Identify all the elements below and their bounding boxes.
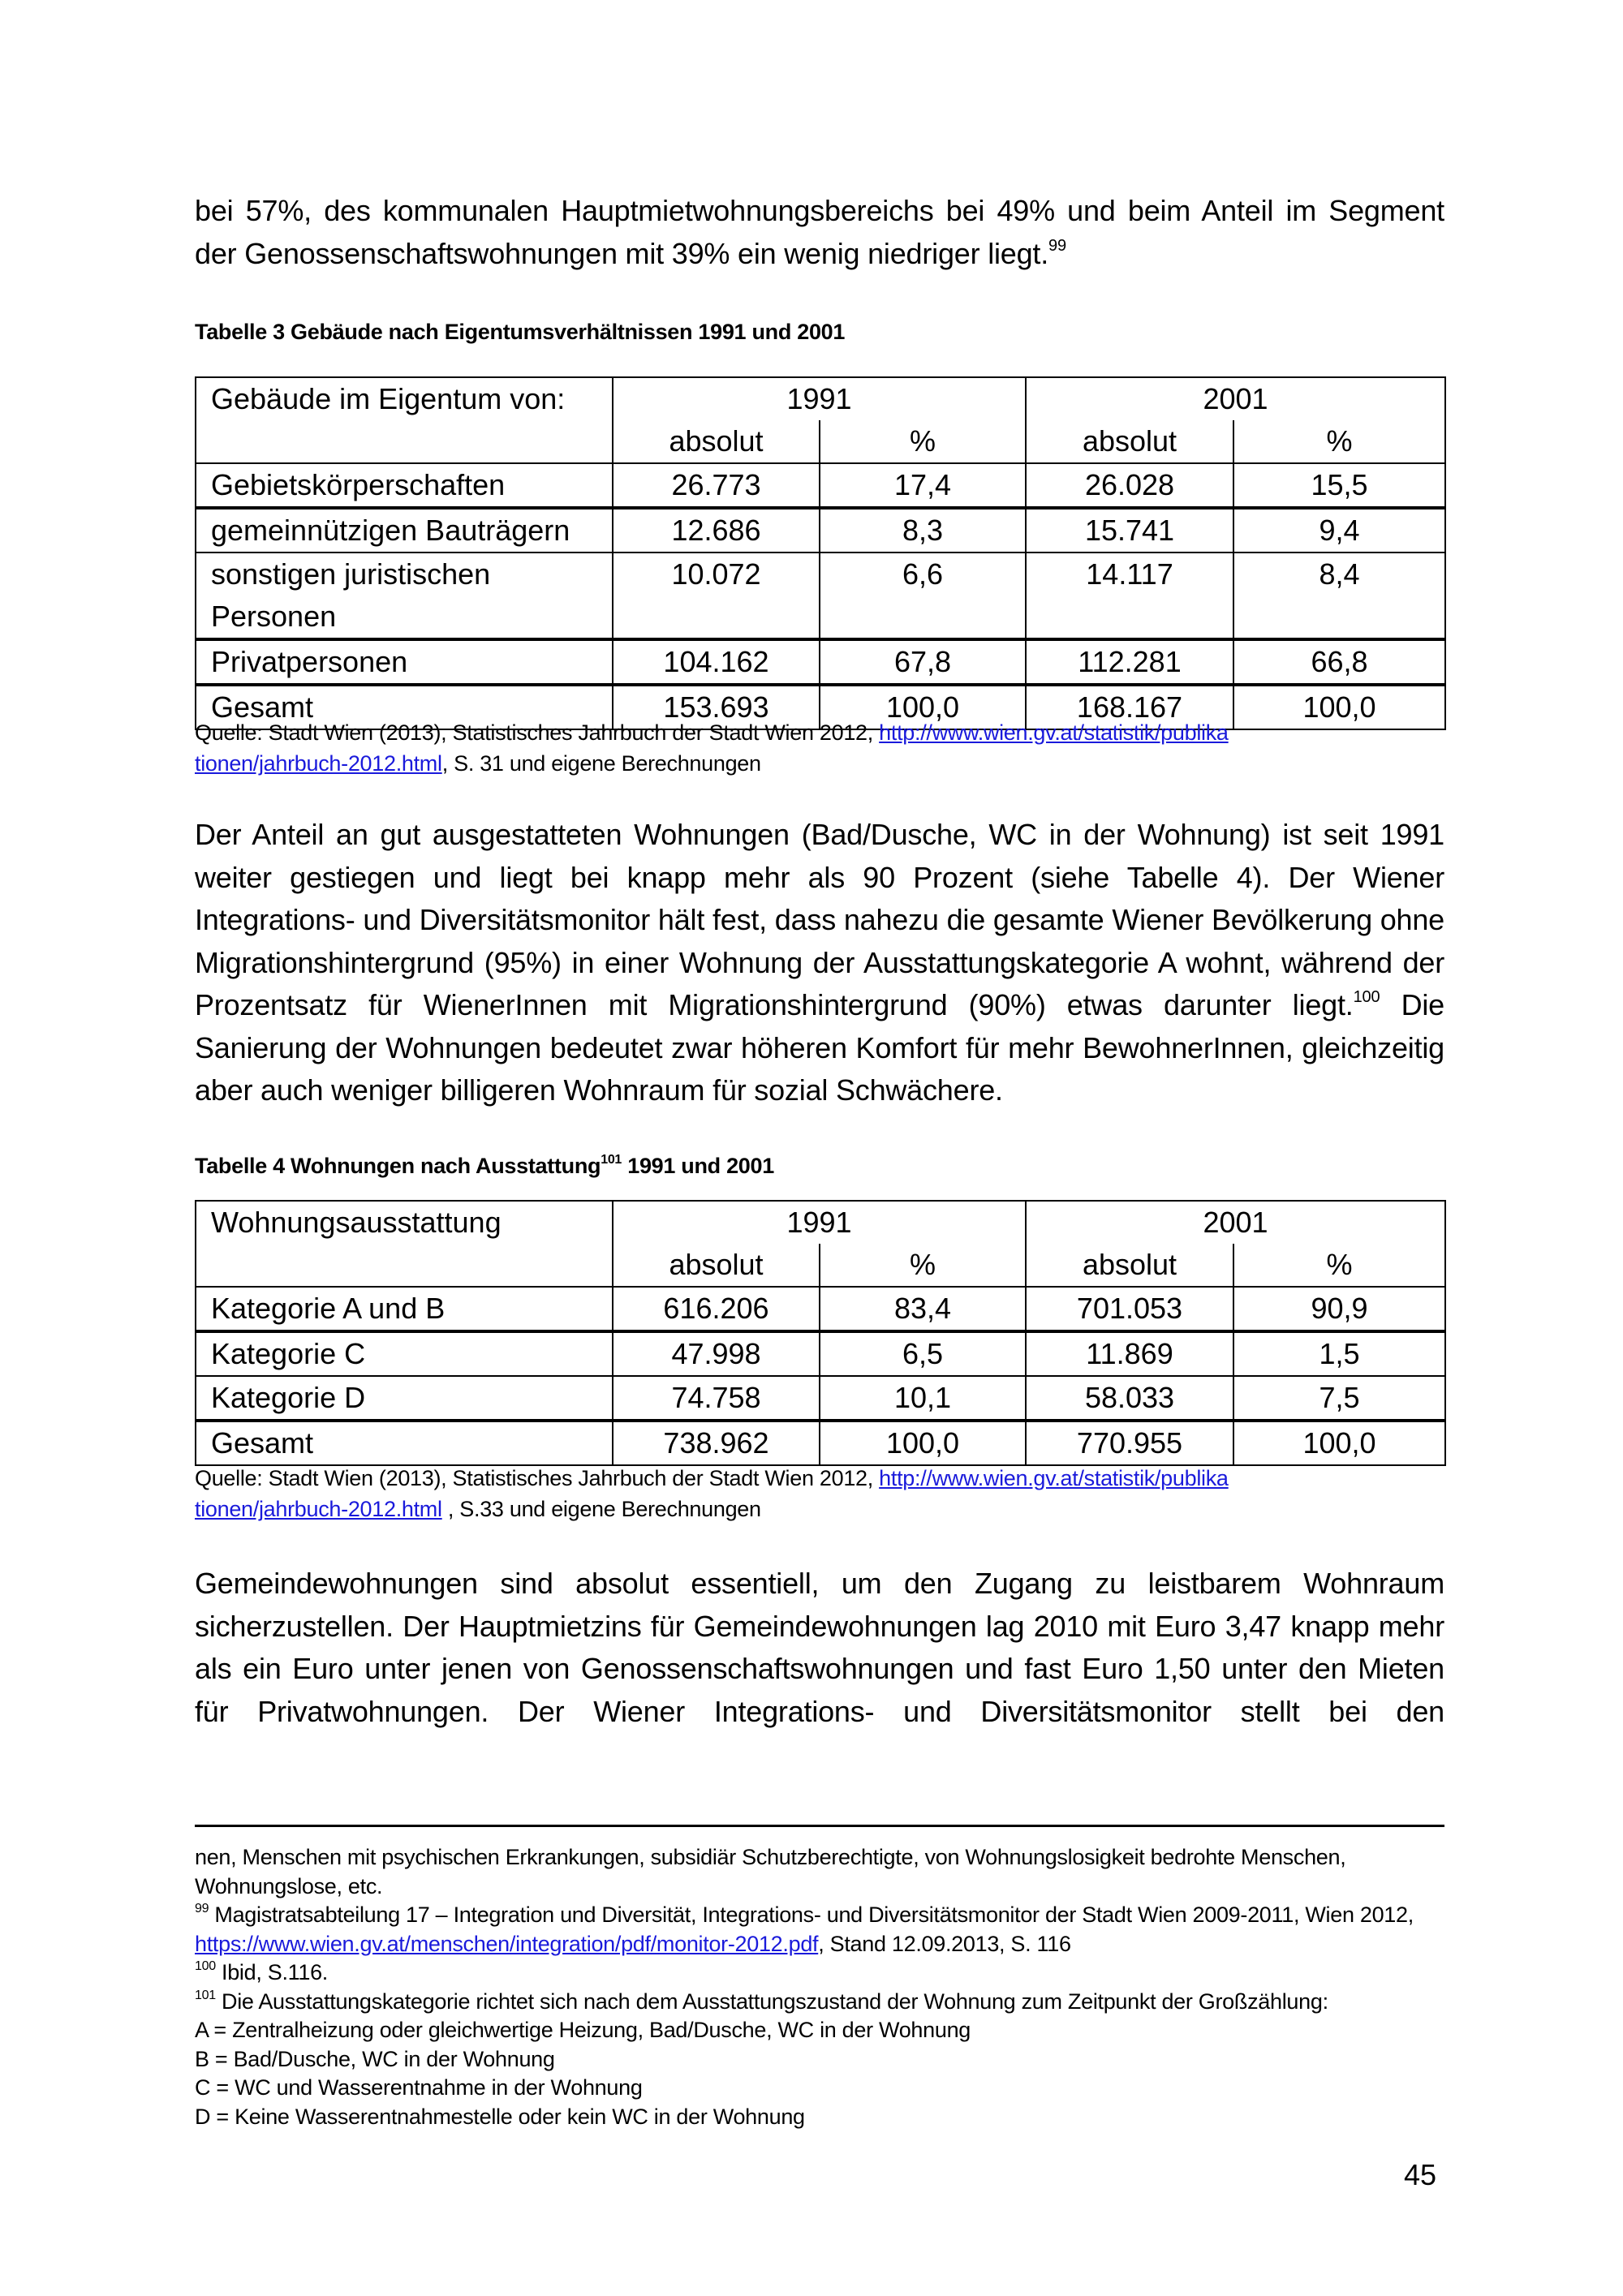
middle-paragraph-text-1: Der Anteil an gut ausgestatteten Wohnungen (Bad/Dusche, WC in der Wohnung) ist seit 1991 weiter gestiegen und liegt bei knapp mehr als 90 Prozent (siehe Tabelle 4). Der Wiener Integrations- und Diversitätsmonitor hält fest, dass nahezu die gesamte Wiener Bevölkerung ohne Migrationshintergrund (95%) in einer Wohnung der Ausstattungskategorie A wohnt, während der Prozentsatz für WienerInnen mit Migrationshintergrund (90%) etwas darunter liegt. (195, 818, 1444, 1021)
table4-caption (195, 1154, 774, 1179)
closing-paragraph: Gemeindewohnungen sind absolut essentiell, um den Zugang zu leistbarem Wohnraum sicherzustellen. Der Hauptmietzins für Gemeindewohnungen lag 2010 mit Euro 3,47 knapp mehr als ein Euro unter jenen von Genossenschaftswohnungen und fast Euro 1,50 unter den Mieten für Privatwohnungen. Der Wiener Integrations- und Diversitätsmonitor stellt bei den (195, 1567, 1444, 1728)
cell-abs-2001: 770.955 (1026, 1421, 1233, 1465)
footnote-99-number: 99 (195, 1902, 209, 1915)
cell-abs-1991: 10.072 (613, 553, 820, 639)
source-link-part1[interactable]: http://www.wien.gv.at/statistik/publika (879, 720, 1229, 745)
table4-caption-text: Tabelle 4 Wohnungen nach Ausstattung (195, 1154, 601, 1178)
table-row (196, 1287, 1445, 1331)
cell-abs-2001: 14.117 (1026, 553, 1233, 639)
table-row (196, 1331, 1445, 1376)
cell-pct-2001: 66,8 (1233, 639, 1445, 685)
table3 (195, 376, 1446, 730)
cell-pct-1991: 8,3 (820, 508, 1026, 553)
table3-sub-absolut-1991: absolut (613, 420, 820, 463)
table-row-total (196, 1421, 1445, 1465)
footnote-100-text: Ibid, S.116. (215, 1960, 328, 1984)
intro-paragraph-text: bei 57%, des kommunalen Hauptmietwohnungsbereichs bei 49% und beim Anteil im Segment der Genossenschaftswohnungen mit 39% ein wenig niedriger liegt. (195, 194, 1444, 270)
table-row (196, 463, 1445, 508)
table4-sub-absolut-1991: absolut (613, 1244, 820, 1287)
source-link-part1[interactable]: http://www.wien.gv.at/statistik/publika (879, 1466, 1229, 1490)
intro-paragraph (195, 190, 1444, 275)
source-link-part2[interactable]: tionen/jahrbuch-2012.html (195, 751, 442, 776)
cell-abs-2001: 15.741 (1026, 508, 1233, 553)
cell-pct-2001: 90,9 (1233, 1287, 1445, 1331)
row-label: Gesamt (196, 1421, 613, 1465)
source-link-part2[interactable]: tionen/jahrbuch-2012.html (195, 1497, 442, 1521)
table4-source-suffix: , S.33 und eigene Berechnungen (441, 1497, 761, 1521)
footnote-101 (195, 1988, 1412, 2017)
table-row (196, 1376, 1445, 1421)
row-label: Gebietskörperschaften (196, 463, 613, 508)
cell-pct-2001: 8,4 (1233, 553, 1445, 639)
cell-pct-1991: 67,8 (820, 639, 1026, 685)
table4-year-1991: 1991 (613, 1201, 1026, 1244)
row-label: Kategorie C (196, 1331, 613, 1376)
row-label: Privatpersonen (196, 639, 613, 685)
cell-pct-2001: 9,4 (1233, 508, 1445, 553)
row-label: Kategorie A und B (196, 1287, 613, 1331)
cell-pct-1991: 6,5 (820, 1331, 1026, 1376)
footnote-100 (195, 1958, 1461, 1988)
cell-pct-1991: 83,4 (820, 1287, 1026, 1331)
cell-abs-1991: 47.998 (613, 1331, 820, 1376)
row-label: sonstigen juristischen Personen (196, 553, 613, 639)
footnote-ref-101[interactable]: 101 (601, 1153, 622, 1167)
table3-source-prefix: Quelle: Stadt Wien (2013), Statistisches Jahrbuch der Stadt Wien 2012, (195, 720, 880, 745)
footnote-99-text: Magistratsabteilung 17 – Integration und Diversität, Integrations- und Diversitätsmonitor der Stadt Wien 2009-2011, Wien 2012, (209, 1903, 1414, 1927)
cell-abs-1991: 104.162 (613, 639, 820, 685)
footnote-99-link[interactable]: https://www.wien.gv.at/menschen/integration/pdf/monitor-2012.pdf (195, 1931, 819, 1956)
cell-abs-1991: 616.206 (613, 1287, 820, 1331)
table-row (196, 553, 1445, 639)
row-label: gemeinnützigen Bauträgern (196, 508, 613, 553)
cell-pct-2001: 1,5 (1233, 1331, 1445, 1376)
cell-pct-1991: 6,6 (820, 553, 1026, 639)
table4-sub-percent-2001: % (1233, 1244, 1445, 1287)
table4-header-row (196, 1201, 1445, 1244)
cell-pct-1991: 10,1 (820, 1376, 1026, 1421)
table4 (195, 1200, 1446, 1466)
table4-year-2001: 2001 (1026, 1201, 1445, 1244)
table4-sub-absolut-2001: absolut (1026, 1244, 1233, 1287)
cell-pct-1991: 17,4 (820, 463, 1026, 508)
table3-year-1991: 1991 (613, 377, 1026, 420)
table4-header-label: Wohnungsausstattung (196, 1201, 613, 1287)
table4-caption-years: 1991 und 2001 (622, 1154, 774, 1178)
cell-pct-2001: 7,5 (1233, 1376, 1445, 1421)
middle-paragraph-text-2: Die Sanierung der Wohnungen bedeutet zwar höheren Komfort für mehr BewohnerInnen, gleichzeitig aber auch weniger billigeren Wohnraum für sozial Schwächere. (195, 988, 1444, 1107)
cell-pct-2001: 15,5 (1233, 463, 1445, 508)
footnote-101-number: 101 (195, 1988, 216, 2002)
footnote-ref-99[interactable]: 99 (1048, 236, 1066, 255)
row-label: Gesamt (196, 685, 613, 729)
table3-header-row (196, 377, 1445, 420)
cell-abs-1991: 12.686 (613, 508, 820, 553)
footnote-continuation: nen, Menschen mit psychischen Erkrankungen, subsidiär Schutzberechtigte, von Wohnungslosigkeit bedrohte Menschen, Wohnungslose, etc. (195, 1845, 1346, 1898)
cell-pct-1991: 100,0 (820, 1421, 1026, 1465)
category-definition-c: C = WC und Wasserentnahme in der Wohnung (195, 2075, 643, 2100)
row-label: Kategorie D (196, 1376, 613, 1421)
cell-abs-2001: 11.869 (1026, 1331, 1233, 1376)
table3-caption: Tabelle 3 Gebäude nach Eigentumsverhältnissen 1991 und 2001 (195, 320, 846, 344)
cell-abs-2001: 58.033 (1026, 1376, 1233, 1421)
table3-sub-percent-2001: % (1233, 420, 1445, 463)
table4-source-prefix: Quelle: Stadt Wien (2013), Statistisches Jahrbuch der Stadt Wien 2012, (195, 1466, 880, 1490)
middle-paragraph (195, 814, 1444, 1112)
table4-sub-percent-1991: % (820, 1244, 1026, 1287)
cell-abs-2001: 112.281 (1026, 639, 1233, 685)
category-definition-b: B = Bad/Dusche, WC in der Wohnung (195, 2046, 555, 2071)
table3-year-2001: 2001 (1026, 377, 1445, 420)
cell-pct-2001: 100,0 (1233, 1421, 1445, 1465)
page-number: 45 (1404, 2158, 1437, 2191)
cell-pct-2001: 100,0 (1233, 685, 1445, 729)
cell-abs-1991: 26.773 (613, 463, 820, 508)
footnote-100-number: 100 (195, 1959, 216, 1973)
footnote-101-text: Die Ausstattungskategorie richtet sich nach dem Ausstattungszustand der Wohnung zum Zeitpunkt der Großzählung: (215, 1989, 1328, 2014)
table3-sub-absolut-2001: absolut (1026, 420, 1233, 463)
footnotes (195, 1843, 1461, 2131)
cell-abs-1991: 153.693 (613, 685, 820, 729)
footnote-separator (195, 1825, 1444, 1827)
cell-abs-1991: 74.758 (613, 1376, 820, 1421)
footnote-99 (195, 1901, 1461, 1958)
category-definition-a: A = Zentralheizung oder gleichwertige Heizung, Bad/Dusche, WC in der Wohnung (195, 2018, 971, 2042)
table-row (196, 639, 1445, 685)
cell-abs-2001: 26.028 (1026, 463, 1233, 508)
footnote-ref-100[interactable]: 100 (1353, 988, 1380, 1006)
table3-source-suffix: , S. 31 und eigene Berechnungen (441, 751, 761, 776)
table-row (196, 508, 1445, 553)
table3-header-label: Gebäude im Eigentum von: (196, 377, 613, 463)
cell-abs-2001: 168.167 (1026, 685, 1233, 729)
footnote-99-text-end: , Stand 12.09.2013, S. 116 (818, 1931, 1071, 1956)
table3-sub-percent-1991: % (820, 420, 1026, 463)
table3-source (195, 717, 1461, 779)
cell-abs-2001: 701.053 (1026, 1287, 1233, 1331)
cell-pct-1991: 100,0 (820, 685, 1026, 729)
category-definition-d: D = Keine Wasserentnahmestelle oder kein WC in der Wohnung (195, 2104, 805, 2129)
table4-source (195, 1463, 1461, 1524)
cell-abs-1991: 738.962 (613, 1421, 820, 1465)
